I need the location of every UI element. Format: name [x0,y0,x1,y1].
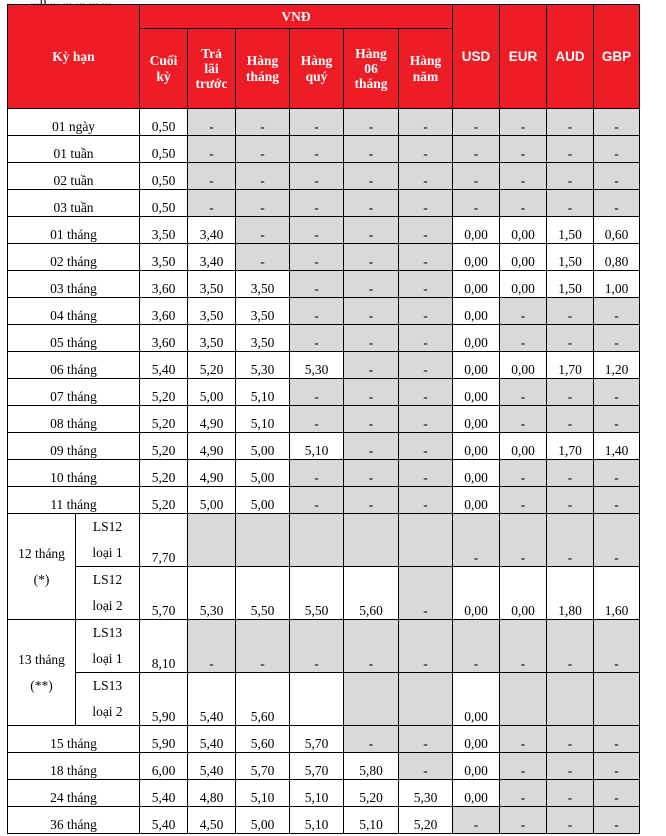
rate-cell [344,514,399,567]
col-hang-quy-header: Hàng quý [290,29,344,109]
rate-cell: 1,50 [547,217,594,244]
rate-cell: 3,40 [188,244,236,271]
rate-cell: - [547,190,594,217]
rate-cell [188,514,236,567]
rate-cell: 0,00 [453,567,500,620]
rate-cell: - [290,163,344,190]
interest-rate-table [7,4,640,834]
rate-cell: - [344,460,399,487]
rate-cell: 5,20 [140,379,188,406]
term-cell: 09 tháng [8,433,140,460]
rate-cell: - [547,325,594,352]
usd-header: USD [453,5,500,109]
col-hang-06-thang-header: Hàng 06 tháng [344,29,399,109]
rate-cell: - [453,136,500,163]
rate-cell: - [547,780,594,807]
table-row [8,780,640,807]
table-row [8,163,640,190]
rate-cell: - [188,136,236,163]
rate-cell: - [290,136,344,163]
rate-cell [399,673,453,726]
rate-cell: 5,00 [236,487,290,514]
rate-cell: - [594,726,640,753]
rate-cell: - [344,379,399,406]
term-cell: 07 tháng [8,379,140,406]
rate-cell: - [594,406,640,433]
rate-cell: - [500,379,547,406]
table-row [8,514,640,567]
term-cell: 01 tuần [8,136,140,163]
rate-cell: - [547,298,594,325]
rate-cell: 1,40 [594,433,640,460]
rate-cell: 5,00 [188,487,236,514]
term-cell: 10 tháng [8,460,140,487]
rate-cell: - [236,136,290,163]
rate-cell: 5,10 [290,433,344,460]
rate-cell: - [344,271,399,298]
rate-cell: 3,60 [140,298,188,325]
rate-cell: - [500,780,547,807]
rate-cell: 5,90 [140,673,188,726]
vnd-header: VNĐ [140,5,453,29]
rate-cell: 0,00 [453,487,500,514]
rate-cell: 7,70 [140,514,188,567]
rate-cell: 0,00 [500,217,547,244]
rate-cell: 5,10 [236,780,290,807]
rate-cell: 5,20 [188,352,236,379]
rate-cell: - [500,136,547,163]
rate-cell: - [453,807,500,834]
rate-cell [290,514,344,567]
rate-cell: - [344,136,399,163]
rate-cell: 5,10 [344,807,399,834]
rate-cell: - [236,163,290,190]
sub-term-cell: LS13 loại 1 [76,620,140,673]
term-cell: 03 tuần [8,190,140,217]
table-row [8,673,640,726]
rate-cell: - [290,271,344,298]
rate-cell: 1,80 [547,567,594,620]
rate-cell: - [500,620,547,673]
eur-header: EUR [500,5,547,109]
rate-cell [547,673,594,726]
table-row [8,460,640,487]
gbp-header: GBP [594,5,640,109]
rate-cell: 5,40 [188,726,236,753]
rate-cell: 5,20 [344,780,399,807]
rate-cell: 0,00 [453,406,500,433]
rate-cell: 0,00 [453,352,500,379]
rate-cell: - [547,163,594,190]
table-row [8,244,640,271]
rate-cell: 5,00 [236,433,290,460]
rate-cell: 3,50 [236,271,290,298]
sub-term-cell: LS13 loại 2 [76,673,140,726]
table-row [8,753,640,780]
rate-cell: 0,00 [453,726,500,753]
rate-cell: 0,00 [453,298,500,325]
rate-cell: 0,00 [500,244,547,271]
rate-cell [344,673,399,726]
rate-cell: 1,60 [594,567,640,620]
rate-cell: - [594,298,640,325]
rate-cell: - [399,726,453,753]
rate-cell: - [594,753,640,780]
rate-cell: - [290,325,344,352]
col-tra-lai-truoc-header: Trả lãi trước [188,29,236,109]
term-cell: 04 tháng [8,298,140,325]
rate-cell: - [547,753,594,780]
rate-cell: 5,10 [236,406,290,433]
term-cell: 02 tháng [8,244,140,271]
rate-cell: 5,40 [188,673,236,726]
rate-cell: - [500,514,547,567]
rate-cell: 0,00 [453,460,500,487]
rate-cell: - [290,460,344,487]
table-row [8,726,640,753]
term-cell: 03 tháng [8,271,140,298]
rate-cell: - [547,109,594,136]
rate-cell: 0,00 [453,325,500,352]
table-row [8,487,640,514]
rate-cell: - [290,217,344,244]
rate-cell: - [344,325,399,352]
rate-cell: - [500,325,547,352]
rate-cell: - [500,726,547,753]
rate-cell: - [453,163,500,190]
term-group-cell: 13 tháng (**) [8,620,76,726]
rate-cell: - [547,487,594,514]
rate-cell: 0,00 [453,244,500,271]
rate-cell: 5,20 [140,460,188,487]
rate-cell: - [500,406,547,433]
rate-cell: - [236,190,290,217]
rate-cell: - [290,190,344,217]
table-row [8,109,640,136]
term-cell: 01 ngày [8,109,140,136]
rate-cell: 5,00 [188,379,236,406]
rate-cell: - [344,298,399,325]
rate-cell: - [500,487,547,514]
rate-cell: - [547,406,594,433]
rate-cell: - [399,325,453,352]
rate-cell: - [399,460,453,487]
rate-cell: - [290,298,344,325]
term-cell: 01 tháng [8,217,140,244]
table-row [8,217,640,244]
rate-cell: 0,00 [453,780,500,807]
rate-cell: 3,40 [188,217,236,244]
rate-cell: 5,20 [140,487,188,514]
rate-cell: 0,60 [594,217,640,244]
rate-cell: - [344,726,399,753]
rate-cell: 0,00 [453,753,500,780]
rate-cell: - [399,109,453,136]
rate-cell: 0,50 [140,109,188,136]
rate-cell: - [453,109,500,136]
rate-cell: 5,30 [236,352,290,379]
col-cuoi-ky-header: Cuối kỳ [140,29,188,109]
rate-cell: 5,80 [344,753,399,780]
rate-cell: 1,20 [594,352,640,379]
rate-cell: - [344,620,399,673]
rate-cell: 5,40 [140,807,188,834]
rate-cell: - [290,620,344,673]
table-row [8,620,640,673]
rate-cell [500,673,547,726]
rate-cell: 0,00 [453,433,500,460]
term-group-cell: 12 tháng (*) [8,514,76,620]
rate-cell: - [547,726,594,753]
rate-cell: - [453,514,500,567]
rate-cell: - [547,136,594,163]
rate-cell: - [399,298,453,325]
rate-cell: 5,20 [140,433,188,460]
rate-cell: 8,10 [140,620,188,673]
rate-cell: 5,40 [188,753,236,780]
rate-cell: - [188,163,236,190]
rate-cell: - [500,298,547,325]
rate-cell: - [399,753,453,780]
rate-cell: - [594,190,640,217]
rate-cell: 5,50 [236,567,290,620]
rate-cell: 5,40 [140,352,188,379]
rate-cell: 4,80 [188,780,236,807]
term-cell: 36 tháng [8,807,140,834]
rate-cell: - [399,379,453,406]
rate-cell: 4,90 [188,433,236,460]
rate-cell: - [547,379,594,406]
rate-cell: 5,10 [290,780,344,807]
rate-cell: 4,90 [188,406,236,433]
rate-cell: - [344,109,399,136]
rate-cell: - [594,807,640,834]
rate-cell: - [500,163,547,190]
rate-cell: - [344,190,399,217]
rate-cell: - [344,433,399,460]
rate-cell: - [236,244,290,271]
rate-cell: 0,00 [500,271,547,298]
rate-cell: - [500,460,547,487]
rate-cell: - [399,352,453,379]
rate-cell [594,673,640,726]
rate-cell: 5,70 [140,567,188,620]
rate-cell: 5,60 [236,726,290,753]
rate-cell: - [594,109,640,136]
table-row [8,433,640,460]
term-cell: 06 tháng [8,352,140,379]
rate-cell: - [236,109,290,136]
rate-cell: - [188,190,236,217]
rate-cell: 5,60 [344,567,399,620]
term-cell: 11 tháng [8,487,140,514]
rate-cell: - [594,325,640,352]
table-row [8,325,640,352]
table-row [8,298,640,325]
sub-term-cell: LS12 loại 2 [76,567,140,620]
rate-cell: 6,00 [140,753,188,780]
rate-cell: 1,70 [547,433,594,460]
rate-cell: 3,50 [140,217,188,244]
rate-cell: 5,70 [290,753,344,780]
rate-cell: - [399,406,453,433]
rate-cell: - [547,620,594,673]
rate-cell: - [594,379,640,406]
rate-cell: 5,60 [236,673,290,726]
rate-cell: 5,10 [236,379,290,406]
term-cell: 02 tuần [8,163,140,190]
rate-cell: - [547,514,594,567]
rate-cell: 5,30 [290,352,344,379]
rate-cell: - [594,620,640,673]
rate-cell: 5,70 [236,753,290,780]
rate-cell: 5,40 [140,780,188,807]
rate-cell: - [594,136,640,163]
rate-cell: - [399,271,453,298]
rate-cell: 1,50 [547,244,594,271]
rate-cell: 3,50 [188,325,236,352]
table-row [8,352,640,379]
rate-cell: 3,60 [140,271,188,298]
rate-cell: - [399,433,453,460]
term-cell: 08 tháng [8,406,140,433]
rate-cell: - [594,780,640,807]
rate-cell: - [594,460,640,487]
rate-cell: - [500,753,547,780]
rate-cell: - [453,620,500,673]
term-cell: 05 tháng [8,325,140,352]
rate-cell: - [344,406,399,433]
rate-cell: - [500,190,547,217]
table-row [8,271,640,298]
sub-term-cell: LS12 loại 1 [76,514,140,567]
rate-cell: 0,50 [140,136,188,163]
rate-cell: 0,00 [453,673,500,726]
rate-cell: 5,20 [140,406,188,433]
rate-cell: - [594,487,640,514]
rate-cell: - [399,217,453,244]
term-cell: 15 tháng [8,726,140,753]
rate-cell: - [547,807,594,834]
rate-cell: - [188,109,236,136]
term-header: Kỳ hạn [8,5,140,109]
rate-cell [399,514,453,567]
rate-cell: - [453,190,500,217]
aud-header: AUD [547,5,594,109]
rate-cell: 0,50 [140,190,188,217]
table-row [8,379,640,406]
rate-cell: 0,00 [500,567,547,620]
rate-cell [290,673,344,726]
rate-cell: 5,90 [140,726,188,753]
rate-cell: - [344,217,399,244]
rate-cell: 5,00 [236,460,290,487]
rate-cell: - [344,163,399,190]
rate-cell: - [500,109,547,136]
rate-cell: 5,20 [399,807,453,834]
table-row [8,406,640,433]
rate-cell: 0,00 [453,271,500,298]
rate-cell: 4,50 [188,807,236,834]
rate-cell: 0,00 [453,217,500,244]
rate-cell: 3,50 [236,298,290,325]
rate-cell: 1,50 [547,271,594,298]
rate-cell: - [344,244,399,271]
rate-cell: - [399,163,453,190]
rate-cell: 3,50 [236,325,290,352]
rate-cell: 0,00 [500,352,547,379]
rate-cell: 5,30 [399,780,453,807]
rate-cell: - [399,487,453,514]
rate-cell: - [399,620,453,673]
rate-cell: - [399,244,453,271]
rate-cell: 5,70 [290,726,344,753]
rate-cell: 3,50 [188,298,236,325]
rate-cell: 0,80 [594,244,640,271]
rate-cell: - [547,460,594,487]
rate-cell: - [594,514,640,567]
rate-cell: - [344,352,399,379]
rate-cell: - [594,163,640,190]
rate-cell: - [500,807,547,834]
rate-cell: 3,50 [140,244,188,271]
term-cell: 18 tháng [8,753,140,780]
table-row [8,807,640,834]
table-row [8,190,640,217]
rate-cell: 5,10 [290,807,344,834]
term-cell: 24 tháng [8,780,140,807]
col-hang-nam-header: Hàng năm [399,29,453,109]
rate-cell: - [399,136,453,163]
rate-cell: 4,90 [188,460,236,487]
table-row [8,136,640,163]
rate-cell: 3,60 [140,325,188,352]
rate-cell: - [290,487,344,514]
table-row [8,567,640,620]
rate-cell: 5,30 [188,567,236,620]
rate-cell: - [290,379,344,406]
rate-cell: - [290,406,344,433]
rate-cell: - [399,190,453,217]
rate-cell: - [399,567,453,620]
rate-cell: - [344,487,399,514]
rate-cell: - [236,620,290,673]
rate-cell: 1,70 [547,352,594,379]
rate-cell [236,514,290,567]
rate-cell: 0,00 [500,433,547,460]
rate-cell: 0,00 [453,379,500,406]
rate-cell: - [236,217,290,244]
rate-cell: 0,50 [140,163,188,190]
rate-cell: 5,00 [236,807,290,834]
rate-cell: 5,50 [290,567,344,620]
rate-cell: - [188,620,236,673]
rate-cell: - [290,109,344,136]
rate-cell: 1,00 [594,271,640,298]
rate-cell: 3,50 [188,271,236,298]
rate-cell: - [290,244,344,271]
col-hang-thang-header: Hàng tháng [236,29,290,109]
